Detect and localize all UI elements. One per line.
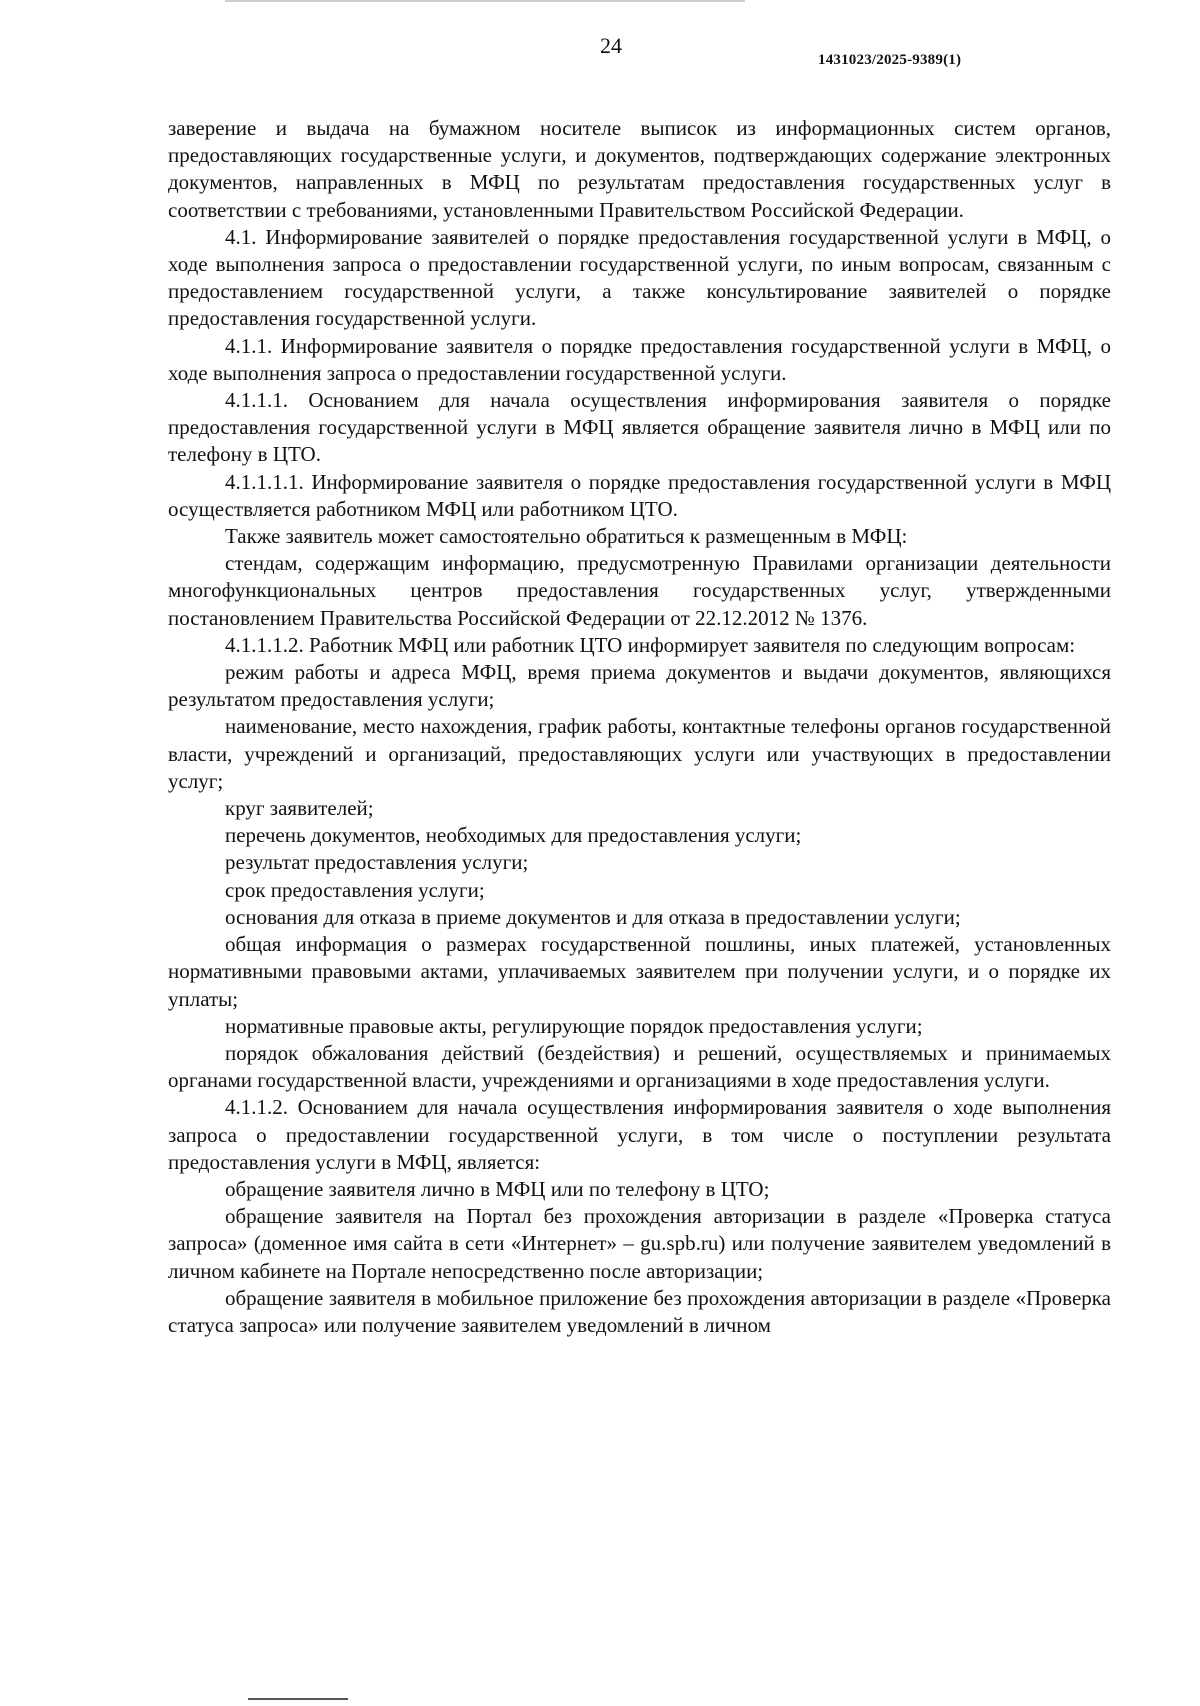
paragraph: наименование, место нахождения, график работы, контактные телефоны органов государственной власти, учреждений и организаций, предоставляющих услуги или участвующих в предоставлении услуг; [168,714,1111,793]
paragraph: обращение заявителя в мобильное приложение без прохождения авторизации в разделе «Проверка статуса запроса» или получение заявителем уведомлений в личном [168,1285,1111,1337]
paragraph: нормативные правовые акты, регулирующие порядок предоставления услуги; [225,1013,923,1038]
paragraph: 4.1.1.1.1. Информирование заявителя о порядке предоставления государственной услуги в МФЦ осуществляется работником МФЦ или работником ЦТО. [168,469,1111,521]
paragraph: 4.1.1.2. Основанием для начала осуществления информирования заявителя о ходе выполнения запроса о предоставлении государственной услуги, в том числе о поступлении результата предоставления услуги в МФЦ, является: [168,1095,1111,1174]
footnote-separator-line [248,1698,348,1700]
paragraph: 4.1.1. Информирование заявителя о порядке предоставления государственной услуги в МФЦ, о ходе выполнения запроса о предоставлении государственной услуги. [168,333,1111,385]
paragraph: круг заявителей; [225,796,374,821]
paragraph: 4.1.1.1. Основанием для начала осуществления информирования заявителя о порядке предоставления государственной услуги в МФЦ является обращение заявителя лично в МФЦ или по телефону в ЦТО. [168,388,1111,467]
paragraph: общая информация о размерах государственной пошлины, иных платежей, установленных нормативными правовыми актами, уплачиваемых заявителем при получении услуги, и о порядке их уплаты; [168,932,1111,1011]
scan-artifact-line [225,0,745,2]
paragraph: результат предоставления услуги; [225,850,529,875]
page-number: 24 [600,33,622,58]
paragraph: стендам, содержащим информацию, предусмотренную Правилами организации деятельности многофункциональных центров предоставления государственных услуг, утвержденными постановлением Правительства Российской Федерации от 22.12.2012 № 1376. [168,551,1111,630]
paragraph: срок предоставления услуги; [225,877,485,902]
document-registration-code: 1431023/2025-9389(1) [818,52,962,68]
paragraph: перечень документов, необходимых для предоставления услуги; [225,823,802,848]
paragraph: 4.1.1.1.2. Работник МФЦ или работник ЦТО информирует заявителя по следующим вопросам: [225,632,1076,657]
paragraph: заверение и выдача на бумажном носителе выписок из информационных систем органов, предоставляющих государственные услуги, и документов, подтверждающих содержание электронных документов, направленных в МФЦ по результатам предоставления государственных услуг в соответствии с требованиями, установленными Правительством Российской Федерации. [168,116,1111,222]
paragraph: режим работы и адреса МФЦ, время приема документов и выдачи документов, являющихся результатом предоставления услуги; [168,660,1111,712]
paragraph: порядок обжалования действий (бездействия) и решений, осуществляемых и принимаемых органами государственной власти, учреждениями и организациями в ходе предоставления услуги. [168,1040,1111,1093]
paragraph: 4.1. Информирование заявителей о порядке предоставления государственной услуги в МФЦ, о ходе выполнения запроса о предоставлении государственной услуги, по иным вопросам, связанным с предоставлением государственной услуги, а также консультирование заявителей о порядке предоставления государственной услуги. [168,224,1111,331]
paragraph: основания для отказа в приеме документов и для отказа в предоставлении услуги; [225,904,961,929]
paragraph: обращение заявителя лично в МФЦ или по телефону в ЦТО; [225,1176,770,1201]
document-body [168,115,1111,1339]
paragraph: Также заявитель может самостоятельно обратиться к размещенным в МФЦ: [225,524,908,549]
paragraph: обращение заявителя на Портал без прохождения авторизации в разделе «Проверка статуса запроса» (доменное имя сайта в сети «Интернет» – gu.spb.ru) или получение заявителем уведомлений в личном кабинете на Портале непосредственно после авторизации; [168,1204,1111,1283]
